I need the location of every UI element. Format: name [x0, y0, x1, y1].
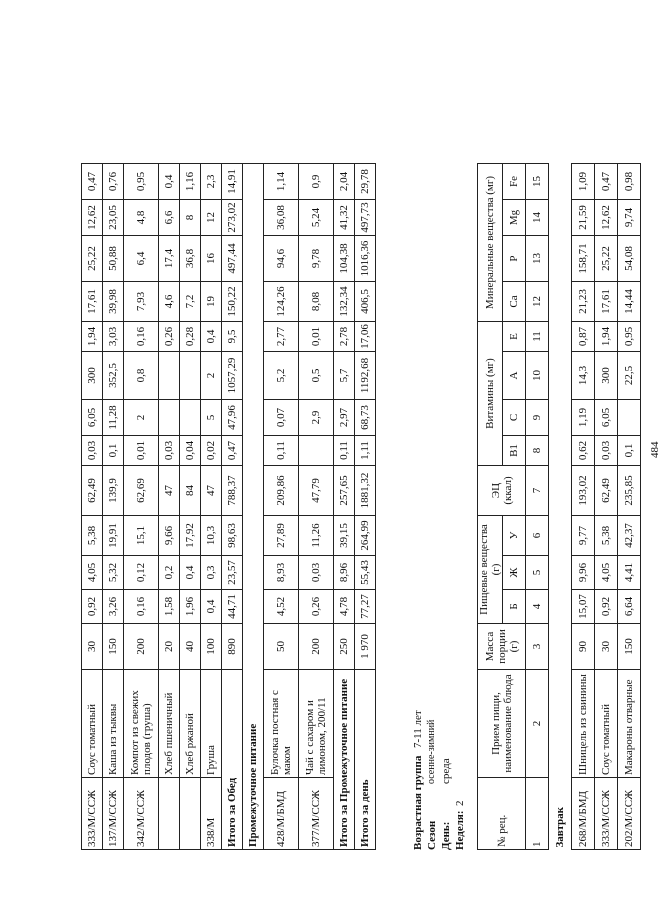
table-cell: 0,92: [82, 590, 103, 624]
table-cell: 0,12: [124, 556, 159, 590]
table-cell: 50: [264, 624, 299, 670]
table-cell: 3,26: [103, 590, 124, 624]
table-cell: 200: [124, 624, 159, 670]
table-cell: 29,78: [355, 164, 376, 200]
table-cell: 6,64: [618, 590, 641, 624]
table-cell: 9,74: [618, 200, 641, 236]
table-cell: 1,94: [595, 322, 618, 352]
table-cell: [180, 778, 201, 850]
column-number: 4: [526, 590, 549, 624]
table-cell: 47: [201, 466, 222, 516]
table-cell: 0,1: [103, 436, 124, 466]
table-cell: 36,8: [180, 236, 201, 282]
table-cell: 8,93: [264, 556, 299, 590]
table-cell: 12,62: [595, 200, 618, 236]
table-cell: 2: [124, 400, 159, 436]
table-cell: 21,23: [572, 282, 595, 322]
table-cell: 42,37: [618, 516, 641, 556]
table-cell: 0,03: [159, 436, 180, 466]
table-row: [299, 164, 334, 850]
table-cell: 1,14: [264, 164, 299, 200]
table-cell: 0,76: [103, 164, 124, 200]
table-cell: 5,2: [264, 352, 299, 400]
column-number: 15: [526, 164, 549, 200]
table-cell: 12,62: [82, 200, 103, 236]
table-cell: 0,4: [159, 164, 180, 200]
table-cell: 1057,29: [222, 352, 243, 400]
nutrition-table-lower: [477, 163, 641, 850]
table-cell: 150: [103, 624, 124, 670]
table-cell: 6,4: [124, 236, 159, 282]
table-cell: 0,04: [180, 436, 201, 466]
table-cell: 41,32: [334, 200, 355, 236]
header-b1: B1: [503, 436, 526, 466]
table-cell: 0,16: [124, 322, 159, 352]
table-cell: 1881,32: [355, 466, 376, 516]
table-cell: 209,86: [264, 466, 299, 516]
table-cell: 0,02: [201, 436, 222, 466]
table-cell: 6,6: [159, 200, 180, 236]
table-cell: 47: [159, 466, 180, 516]
table-cell: 0,1: [618, 436, 641, 466]
table-cell: 17,4: [159, 236, 180, 282]
column-number: 10: [526, 352, 549, 400]
table-cell: 0,07: [264, 400, 299, 436]
table-cell: 264,99: [355, 516, 376, 556]
column-number: 13: [526, 236, 549, 282]
total-label: Итого за день: [355, 670, 376, 850]
table-cell: 5,38: [82, 516, 103, 556]
table-cell: 0,47: [82, 164, 103, 200]
header-p: P: [503, 236, 526, 282]
table-cell: 4,8: [124, 200, 159, 236]
table-row: [222, 164, 243, 850]
table-cell: 84: [180, 466, 201, 516]
table-cell: [159, 352, 180, 400]
table-cell: 273,02: [222, 200, 243, 236]
table-cell: 21,59: [572, 200, 595, 236]
table-cell: 77,27: [355, 590, 376, 624]
table-cell: 9,96: [572, 556, 595, 590]
day-label: День:: [440, 821, 452, 850]
table-cell: 0,47: [222, 436, 243, 466]
table-cell: 6,05: [82, 400, 103, 436]
table-cell: 2: [201, 352, 222, 400]
table-cell: 2,78: [334, 322, 355, 352]
table-cell: 7,2: [180, 282, 201, 322]
table-cell: 0,62: [572, 436, 595, 466]
header-zh: Ж: [503, 556, 526, 590]
table-cell: 0,01: [299, 322, 334, 352]
table-cell: 5,7: [334, 352, 355, 400]
table-cell: 3,03: [103, 322, 124, 352]
table-cell: 4,41: [618, 556, 641, 590]
table-cell: 406,5: [355, 282, 376, 322]
table-cell: 30: [82, 624, 103, 670]
table-cell: 4,52: [264, 590, 299, 624]
table-cell: 0,95: [124, 164, 159, 200]
table-cell: 16: [201, 236, 222, 282]
header-ca: Ca: [503, 282, 526, 322]
table-cell: 202/М/ССЖ: [618, 778, 641, 850]
table-cell: [159, 778, 180, 850]
table-cell: 1,11: [355, 436, 376, 466]
table-cell: Хлеб пшеничный: [159, 670, 180, 778]
table-cell: 0,47: [595, 164, 618, 200]
table-cell: 5,32: [103, 556, 124, 590]
table-cell: 0,4: [201, 322, 222, 352]
column-number-row: [526, 164, 549, 850]
table-cell: 0,11: [334, 436, 355, 466]
header-fe: Fe: [503, 164, 526, 200]
table-cell: 5: [201, 400, 222, 436]
table-cell: 1,58: [159, 590, 180, 624]
table-cell: [180, 352, 201, 400]
table-cell: [618, 400, 641, 436]
table-cell: Чай с сахаром и лимоном, 200/11: [299, 670, 334, 778]
table-cell: 0,98: [618, 164, 641, 200]
table-cell: 6,05: [595, 400, 618, 436]
table-cell: 54,08: [618, 236, 641, 282]
table-cell: 9,5: [222, 322, 243, 352]
table-cell: 1,94: [82, 322, 103, 352]
header-mass: Масса порции (г): [478, 624, 526, 670]
table-cell: 68,73: [355, 400, 376, 436]
age-group-value: 7-11 лет: [412, 710, 424, 748]
table-cell: 338/М: [201, 778, 222, 850]
header-u: У: [503, 516, 526, 556]
table-cell: 9,78: [299, 236, 334, 282]
table-row: [201, 164, 222, 850]
column-number: 7: [526, 466, 549, 516]
table-cell: 19,91: [103, 516, 124, 556]
table-cell: 333/М/ССЖ: [595, 778, 618, 850]
table-cell: 30: [595, 624, 618, 670]
table-cell: 0,5: [299, 352, 334, 400]
table-cell: Макароны отварные: [618, 670, 641, 778]
table-cell: 0,01: [124, 436, 159, 466]
table-cell: Каша из тыквы: [103, 670, 124, 778]
table-cell: 12: [201, 200, 222, 236]
table-cell: 100: [201, 624, 222, 670]
header-minerals: Минеральные вещества (мг): [478, 164, 503, 322]
table-cell: 9,66: [159, 516, 180, 556]
table-cell: 15,07: [572, 590, 595, 624]
table-cell: 104,38: [334, 236, 355, 282]
table-cell: 0,4: [201, 590, 222, 624]
table-cell: Соус томатный: [82, 670, 103, 778]
day-value: среда: [440, 758, 452, 784]
table-cell: 0,95: [618, 322, 641, 352]
table-cell: 4,05: [82, 556, 103, 590]
table-cell: 1016,36: [355, 236, 376, 282]
week-value: 2: [454, 800, 466, 806]
table-cell: 15,1: [124, 516, 159, 556]
table-cell: 5,24: [299, 200, 334, 236]
table-cell: 62,49: [595, 466, 618, 516]
table-cell: 4,6: [159, 282, 180, 322]
table-cell: [299, 436, 334, 466]
table-cell: 0,9: [299, 164, 334, 200]
section-label: Промежуточное питание: [243, 164, 264, 850]
table-cell: 17,61: [82, 282, 103, 322]
table-cell: 47,79: [299, 466, 334, 516]
table-cell: [180, 400, 201, 436]
table-cell: Шницель из свинины: [572, 670, 595, 778]
table-cell: 50,88: [103, 236, 124, 282]
table-cell: 14,91: [222, 164, 243, 200]
column-number: 5: [526, 556, 549, 590]
table-row: [243, 164, 264, 850]
header-vitamins: Витамины (мг): [478, 322, 503, 466]
table-cell: 40: [180, 624, 201, 670]
section-breakfast: Завтрак: [554, 807, 566, 848]
table-cell: 1,09: [572, 164, 595, 200]
table-cell: 0,8: [124, 352, 159, 400]
table-cell: 14,3: [572, 352, 595, 400]
column-number: 11: [526, 322, 549, 352]
column-number: 6: [526, 516, 549, 556]
table-cell: 47,96: [222, 400, 243, 436]
table-row: [355, 164, 376, 850]
table-cell: 428/М/БМД: [264, 778, 299, 850]
table-cell: 0,03: [82, 436, 103, 466]
table-cell: 250: [334, 624, 355, 670]
table-cell: 22,5: [618, 352, 641, 400]
table-cell: 497,73: [355, 200, 376, 236]
table-cell: 55,43: [355, 556, 376, 590]
column-number: 14: [526, 200, 549, 236]
table-cell: 8,96: [334, 556, 355, 590]
group-info: [411, 490, 467, 850]
column-number: 2: [526, 670, 549, 778]
table-cell: 2,04: [334, 164, 355, 200]
table-cell: 890: [222, 624, 243, 670]
header-num: № рец.: [478, 778, 526, 850]
table-cell: 20: [159, 624, 180, 670]
table-cell: 0,3: [201, 556, 222, 590]
page-number: 484: [649, 441, 661, 458]
table-cell: 0,26: [299, 590, 334, 624]
table-cell: 150,22: [222, 282, 243, 322]
header-mg: Mg: [503, 200, 526, 236]
rotated-page: [65, 90, 661, 850]
table-cell: 0,11: [264, 436, 299, 466]
table-cell: Груша: [201, 670, 222, 778]
table-cell: 1192,68: [355, 352, 376, 400]
table-cell: [159, 400, 180, 436]
table-cell: Компот из свежих плодов (груша): [124, 670, 159, 778]
table-cell: 342/М/ССЖ: [124, 778, 159, 850]
table-cell: 27,89: [264, 516, 299, 556]
table-cell: 25,22: [82, 236, 103, 282]
table-cell: 193,02: [572, 466, 595, 516]
table-cell: 90: [572, 624, 595, 670]
table-cell: 235,85: [618, 466, 641, 516]
total-label: Итого за Обед: [222, 670, 243, 850]
table-cell: 19: [201, 282, 222, 322]
table-row: [82, 164, 103, 850]
table-cell: Соус томатный: [595, 670, 618, 778]
nutrition-table-upper: [81, 163, 376, 850]
header-nutrients: Пищевые вещества (г): [478, 516, 503, 624]
table-cell: 788,37: [222, 466, 243, 516]
table-cell: 0,03: [299, 556, 334, 590]
table-cell: 132,34: [334, 282, 355, 322]
table-cell: 8: [180, 200, 201, 236]
table-cell: 2,97: [334, 400, 355, 436]
season-value: осенне-зимний: [426, 719, 437, 784]
table-cell: 257,65: [334, 466, 355, 516]
table-cell: 7,93: [124, 282, 159, 322]
table-row: [334, 164, 355, 850]
table-cell: 17,61: [595, 282, 618, 322]
table-cell: 0,16: [124, 590, 159, 624]
table-cell: 36,08: [264, 200, 299, 236]
table-cell: 124,26: [264, 282, 299, 322]
table-cell: 0,2: [159, 556, 180, 590]
table-row: [264, 164, 299, 850]
table-cell: 4,05: [595, 556, 618, 590]
table-cell: 497,44: [222, 236, 243, 282]
total-label: Итого за Промежуточное питание: [334, 670, 355, 850]
table-cell: 137/М/ССЖ: [103, 778, 124, 850]
table-row: [103, 164, 124, 850]
header-ec: ЭЦ (ккал): [478, 466, 526, 516]
week-label: Неделя:: [454, 810, 466, 850]
table-cell: 200: [299, 624, 334, 670]
table-cell: 94,6: [264, 236, 299, 282]
table-cell: 139,9: [103, 466, 124, 516]
table-cell: 352,5: [103, 352, 124, 400]
column-number: 1: [526, 778, 549, 850]
table-cell: 0,03: [595, 436, 618, 466]
column-number: 12: [526, 282, 549, 322]
table-cell: 1 970: [355, 624, 376, 670]
table-cell: 2,9: [299, 400, 334, 436]
table-cell: 98,63: [222, 516, 243, 556]
table-cell: 333/М/ССЖ: [82, 778, 103, 850]
table-cell: 150: [618, 624, 641, 670]
table-cell: 23,57: [222, 556, 243, 590]
table-cell: 14,44: [618, 282, 641, 322]
table-cell: 62,49: [82, 466, 103, 516]
table-cell: 1,96: [180, 590, 201, 624]
table-cell: 23,05: [103, 200, 124, 236]
header-b: Б: [503, 590, 526, 624]
table-row: [618, 164, 641, 850]
season-label: Сезон: [426, 820, 438, 850]
table-cell: 2,3: [201, 164, 222, 200]
table-cell: 5,38: [595, 516, 618, 556]
header-a: A: [503, 352, 526, 400]
table-cell: 4,78: [334, 590, 355, 624]
table-cell: 0,28: [180, 322, 201, 352]
table-cell: 377/М/ССЖ: [299, 778, 334, 850]
table-cell: 1,19: [572, 400, 595, 436]
table-cell: 8,08: [299, 282, 334, 322]
table-cell: 0,4: [180, 556, 201, 590]
age-group-label: Возрастная группа: [412, 755, 424, 850]
header-c: C: [503, 400, 526, 436]
table-cell: 9,77: [572, 516, 595, 556]
header-e: E: [503, 322, 526, 352]
table-row: [595, 164, 618, 850]
table-row: [180, 164, 201, 850]
column-number: 8: [526, 436, 549, 466]
table-cell: 300: [82, 352, 103, 400]
table-cell: 44,71: [222, 590, 243, 624]
table-cell: 2,77: [264, 322, 299, 352]
table-cell: Хлеб ржаной: [180, 670, 201, 778]
table-cell: 11,26: [299, 516, 334, 556]
column-number: 3: [526, 624, 549, 670]
header-meal: Прием пищи, наименование блюда: [478, 670, 526, 778]
table-cell: 0,92: [595, 590, 618, 624]
table-cell: 62,69: [124, 466, 159, 516]
table-cell: 300: [595, 352, 618, 400]
table-cell: 158,71: [572, 236, 595, 282]
column-number: 9: [526, 400, 549, 436]
table-cell: 0,87: [572, 322, 595, 352]
table-cell: 39,98: [103, 282, 124, 322]
table-cell: 17,92: [180, 516, 201, 556]
table-cell: 25,22: [595, 236, 618, 282]
table-row: [572, 164, 595, 850]
table-row: [159, 164, 180, 850]
table-cell: 17,06: [355, 322, 376, 352]
table-cell: 10,3: [201, 516, 222, 556]
table-cell: Булочка постная с маком: [264, 670, 299, 778]
table-row: [124, 164, 159, 850]
table-cell: 0,26: [159, 322, 180, 352]
table-cell: 11,28: [103, 400, 124, 436]
table-cell: 1,16: [180, 164, 201, 200]
table-cell: 268/М/БМД: [572, 778, 595, 850]
table-cell: 39,15: [334, 516, 355, 556]
